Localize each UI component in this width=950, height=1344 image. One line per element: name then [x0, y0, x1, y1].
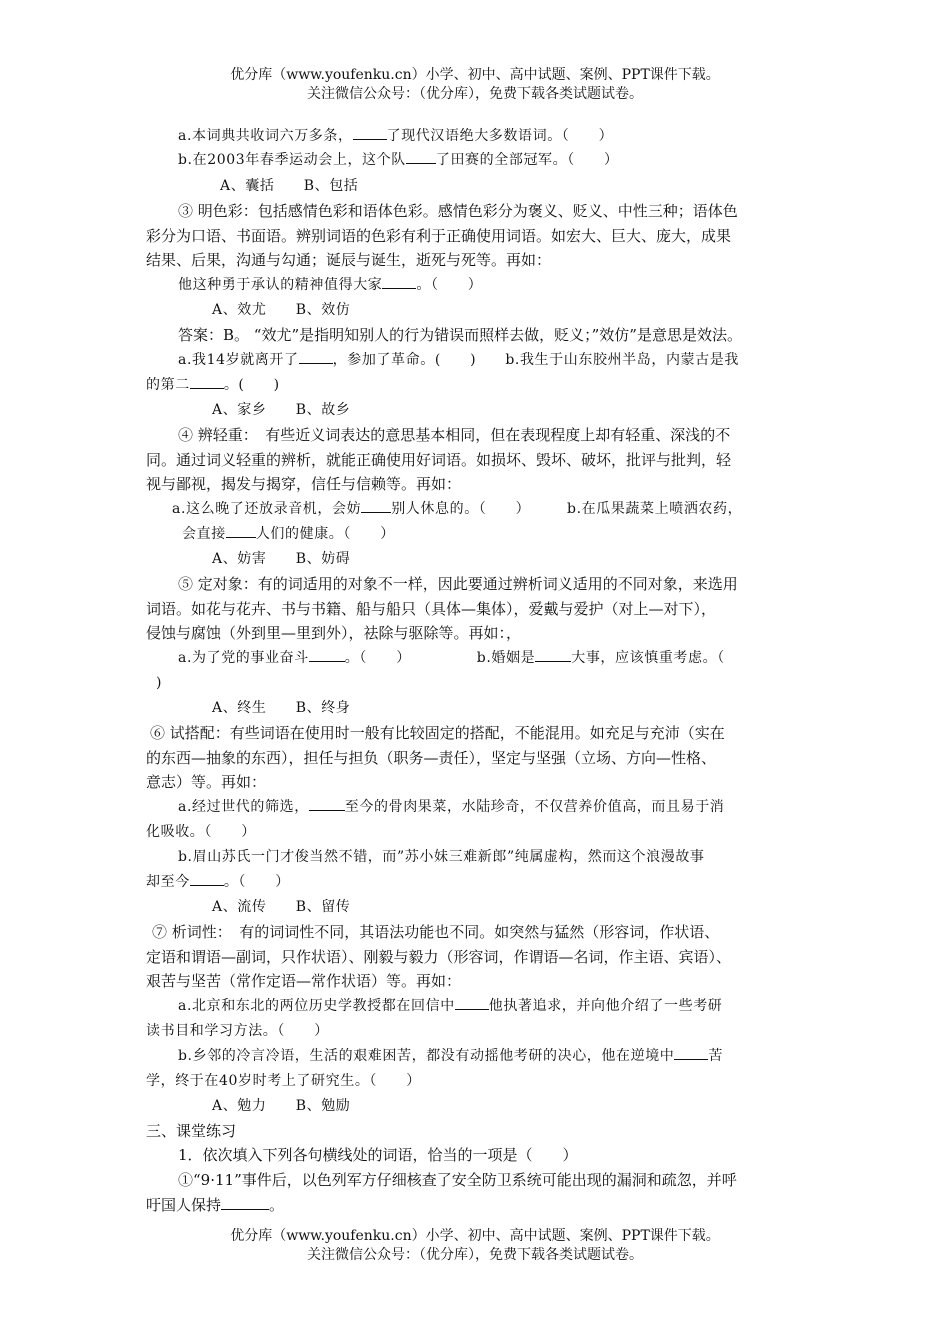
text-line: 吁国人保持 。 — [146, 1196, 285, 1214]
blank-line — [353, 125, 387, 140]
blank-line — [361, 498, 391, 513]
options-line: A、终生 B、终身 — [212, 700, 351, 716]
text-line: 定语和谓语—副词，只作状语）、刚毅与毅力（形容词，作谓语—名词，作主语、宾语）、 — [146, 948, 732, 966]
question-line: 1．依次填入下列各句横线处的词语，恰当的一项是（ ） — [178, 1146, 578, 1164]
text-line: a.为了党的事业奋斗 。（ ） b.婚姻是 大事，应该慎重考虑。（ — [178, 646, 725, 670]
options-line: A、家乡 B、故乡 — [212, 402, 351, 418]
text-line: 的第二 。( ) — [146, 373, 280, 397]
text-line: 同。通过词义轻重的辨析，就能正确使用好词语。如损坏、毁坏、破坏，批评与批判，轻 — [146, 451, 732, 469]
blank-line — [190, 374, 224, 389]
text-line: 侵蚀与腐蚀（外到里—里到外），祛除与驱除等。再如：， — [146, 624, 522, 642]
text-line: 他这种勇于承认的精神值得大家 。（ ） — [178, 273, 482, 297]
text-line: b.在2003年春季运动会上，这个队 了田赛的全部冠军。（ ） — [178, 148, 619, 172]
blank-line — [226, 523, 256, 538]
text-line: 艰苦与坚苦（常作定语—常作状语）等。再如： — [146, 972, 462, 990]
page-header — [0, 66, 950, 104]
text-line: b.眉山苏氏一门才俊当然不错，而”苏小妹三难新郎”纯属虚构，然而这个浪漫故事 — [178, 849, 705, 865]
text-line: ③ 明色彩：包括感情色彩和语体色彩。感情色彩分为褒义、贬义、中性三种；语体色 — [178, 202, 738, 220]
blank-line — [382, 274, 416, 289]
text-line: 读书目和学习方法。（ ） — [146, 1023, 329, 1039]
text-line: a.北京和东北的两位历史学教授都在回信中 他执著追求，并向他介绍了一些考研 — [178, 994, 722, 1018]
text-line: ) — [156, 675, 163, 691]
blank-line — [190, 871, 224, 886]
blank-line — [455, 995, 489, 1010]
text-line: ⑥ 试搭配：有些词语在使用时一般有比较固定的搭配，不能混用。如充足与充沛（实在 — [150, 724, 725, 742]
blank-line — [535, 647, 571, 662]
text-line: 会直接 人们的健康。（ ） — [182, 522, 395, 546]
footer-line-1: 优分库（www.youfenku.cn）小学、初中、高中试题、案例、PPT课件下载。 — [230, 1228, 720, 1244]
options-line: A、妨害 B、妨碍 — [212, 551, 351, 567]
header-line-2: 关注微信公众号：（优分库），免费下载各类试题试卷。 — [307, 86, 643, 102]
text-line: a.经过世代的筛选， 至今的骨肉果菜，水陆珍奇，不仅营养价值高，而且易于消 — [178, 795, 724, 819]
text-line: 学，终于在40岁时考上了研究生。（ ） — [146, 1073, 421, 1089]
text-line: 意志）等。再如： — [146, 773, 267, 791]
page-footer — [0, 1227, 950, 1265]
text-line: 化吸收。（ ） — [146, 824, 256, 840]
text-line: ⑦ 析词性： 有的词词性不同，其语法功能也不同。如突然与猛然（形容词，作状语、 — [152, 923, 720, 941]
section-heading: 三、课堂练习 — [146, 1122, 237, 1140]
blank-line — [299, 349, 333, 364]
text-line: ①“9·11”事件后，以色列军方仔细核查了安全防卫系统可能出现的漏洞和疏忽，并呼 — [178, 1171, 737, 1189]
options-line: A、囊括 B、包括 — [220, 178, 359, 194]
options-line: A、勉力 B、勉励 — [212, 1098, 351, 1114]
text-line: a.我14岁就离开了 ，参加了革命。( ) b.我生于山东胶州半岛，内蒙古是我 — [178, 348, 739, 372]
text-line: 彩分为口语、书面语。辨别词语的色彩有利于正确使用词语。如宏大、巨大、庞大，成果 — [146, 227, 732, 245]
text-line: a.这么晚了还放录音机，会妨 别人休息的。（ ） b.在瓜果蔬菜上喷洒农药， — [172, 497, 742, 521]
answer-line: 答案：B。 “效尤”是指明知别人的行为错误而照样去做，贬义；”效仿”是意思是效法。 — [178, 326, 742, 344]
text-line: ⑤ 定对象：有的词适用的对象不一样，因此要通过辨析词义适用的不同对象，来选用 — [178, 575, 738, 593]
blank-line — [674, 1045, 708, 1060]
text-line: 视与鄙视，揭发与揭穿，信任与信赖等。再如： — [146, 475, 462, 493]
blank-line — [221, 1195, 269, 1210]
text-line: a.本词典共收词六万多条， 了现代汉语绝大多数语词。（ ） — [178, 124, 613, 148]
text-line: 结果、后果，沟通与勾通；诞辰与诞生，逝死与死等。再如： — [146, 251, 552, 269]
header-line-1: 优分库（www.youfenku.cn）小学、初中、高中试题、案例、PPT课件下载。 — [230, 67, 720, 83]
options-line: A、流传 B、留传 — [212, 899, 351, 915]
blank-line — [309, 796, 345, 811]
blank-line — [309, 647, 345, 662]
text-line: 词语。如花与花卉、书与书籍、船与船只（具体—集体），爱戴与爱护（对上—对下）， — [146, 600, 717, 618]
text-line: ④ 辨轻重： 有些近义词表达的意思基本相同，但在表现程度上却有轻重、深浅的不 — [178, 426, 731, 444]
text-line: 的东西—抽象的东西），担任与担负（职务—责任），坚定与坚强（立场、方向—性格、 — [146, 749, 717, 767]
text-line: 却至今 。（ ） — [146, 870, 290, 894]
text-line: b.乡邻的冷言冷语，生活的艰难困苦，都没有动摇他考研的决心，他在逆境中 苦 — [178, 1044, 723, 1068]
footer-line-2: 关注微信公众号：（优分库），免费下载各类试题试卷。 — [307, 1247, 643, 1263]
blank-line — [406, 149, 436, 164]
options-line: A、效尤 B、效仿 — [212, 302, 351, 318]
